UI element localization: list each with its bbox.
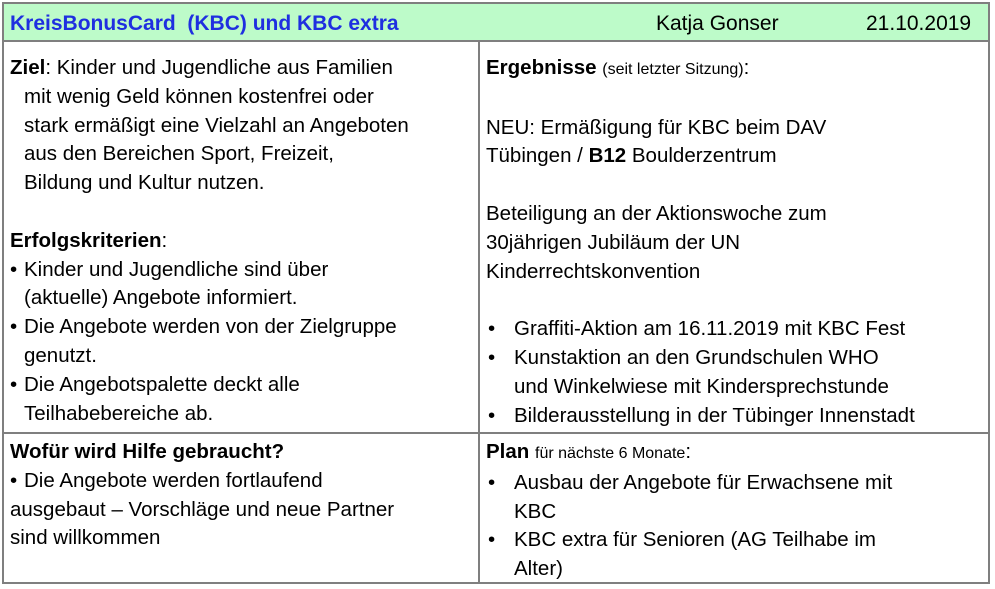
hilfe-heading: Wofür wird Hilfe gebraucht? bbox=[10, 440, 285, 463]
list-item: • Die Angebote werden von der Zielgruppe genutzt. bbox=[10, 313, 476, 371]
beteiligung-line-1: 30jährigen Jubiläum der UN bbox=[486, 230, 741, 254]
column-divider bbox=[478, 40, 480, 584]
list-item: • Ausbau der Angebote für Erwachsene mit KBC bbox=[486, 469, 986, 527]
hilfe-cell bbox=[10, 438, 476, 553]
list-item: • Graffiti-Aktion am 16.11.2019 mit KBC Fest bbox=[486, 315, 986, 344]
ergebnisse-list bbox=[486, 315, 986, 430]
neu-line-2: Tübingen / B12 Boulderzentrum bbox=[486, 144, 777, 168]
list-item: • Bilderausstellung in der Tübinger Innenstadt bbox=[486, 402, 986, 431]
ziel-cell bbox=[10, 54, 476, 428]
author-name: Katja Gonser bbox=[656, 12, 779, 35]
list-item: • Kinder und Jugendliche sind über (aktuelle) Angebote informiert. bbox=[10, 256, 476, 314]
ziel-line-4: Bildung und Kultur nutzen. bbox=[24, 171, 265, 195]
erfolgskriterien-list bbox=[10, 256, 476, 429]
ergebnisse-cell bbox=[486, 54, 986, 430]
plan-heading: Plan für nächste 6 Monate: bbox=[486, 440, 692, 463]
ziel-line-0: Ziel: Kinder und Jugendliche aus Familien bbox=[10, 56, 393, 79]
row-divider bbox=[4, 432, 988, 434]
ziel-label: Ziel bbox=[10, 56, 46, 79]
neu-line-1: NEU: Ermäßigung für KBC beim DAV bbox=[486, 115, 827, 139]
list-item: • Die Angebote werden fortlaufend bbox=[10, 467, 476, 496]
list-item: • KBC extra für Senioren (AG Teilhabe im Alter) bbox=[486, 526, 986, 584]
ziel-line-2: stark ermäßigt eine Vielzahl an Angeboten bbox=[24, 113, 409, 137]
hilfe-line-2: sind willkommen bbox=[10, 526, 161, 550]
hilfe-list bbox=[10, 467, 476, 496]
list-item: • Kunstaktion an den Grundschulen WHO und Winkelwiese mit Kindersprechstunde bbox=[486, 344, 986, 402]
hilfe-line-1: ausgebaut – Vorschläge und neue Partner bbox=[10, 497, 395, 521]
document-title: KreisBonusCard (KBC) und KBC extra bbox=[10, 12, 399, 35]
ergebnisse-heading: Ergebnisse (seit letzter Sitzung): bbox=[486, 56, 750, 79]
document-date: 21.10.2019 bbox=[866, 12, 972, 35]
beteiligung-line-0: Beteiligung an der Aktionswoche zum bbox=[486, 201, 827, 225]
beteiligung-line-2: Kinderrechtskonvention bbox=[486, 259, 701, 283]
header-bar bbox=[4, 4, 988, 42]
ziel-line-3: aus den Bereichen Sport, Freizeit, bbox=[24, 142, 334, 166]
ziel-line-1: mit wenig Geld können kostenfrei oder bbox=[24, 84, 374, 108]
list-item: • Die Angebotspalette deckt alle Teilhabebereiche ab. bbox=[10, 371, 476, 429]
plan-list bbox=[486, 469, 986, 584]
plan-cell bbox=[486, 438, 986, 584]
erfolgskriterien-heading: Erfolgskriterien: bbox=[10, 228, 168, 252]
kbc-sheet bbox=[2, 2, 990, 584]
